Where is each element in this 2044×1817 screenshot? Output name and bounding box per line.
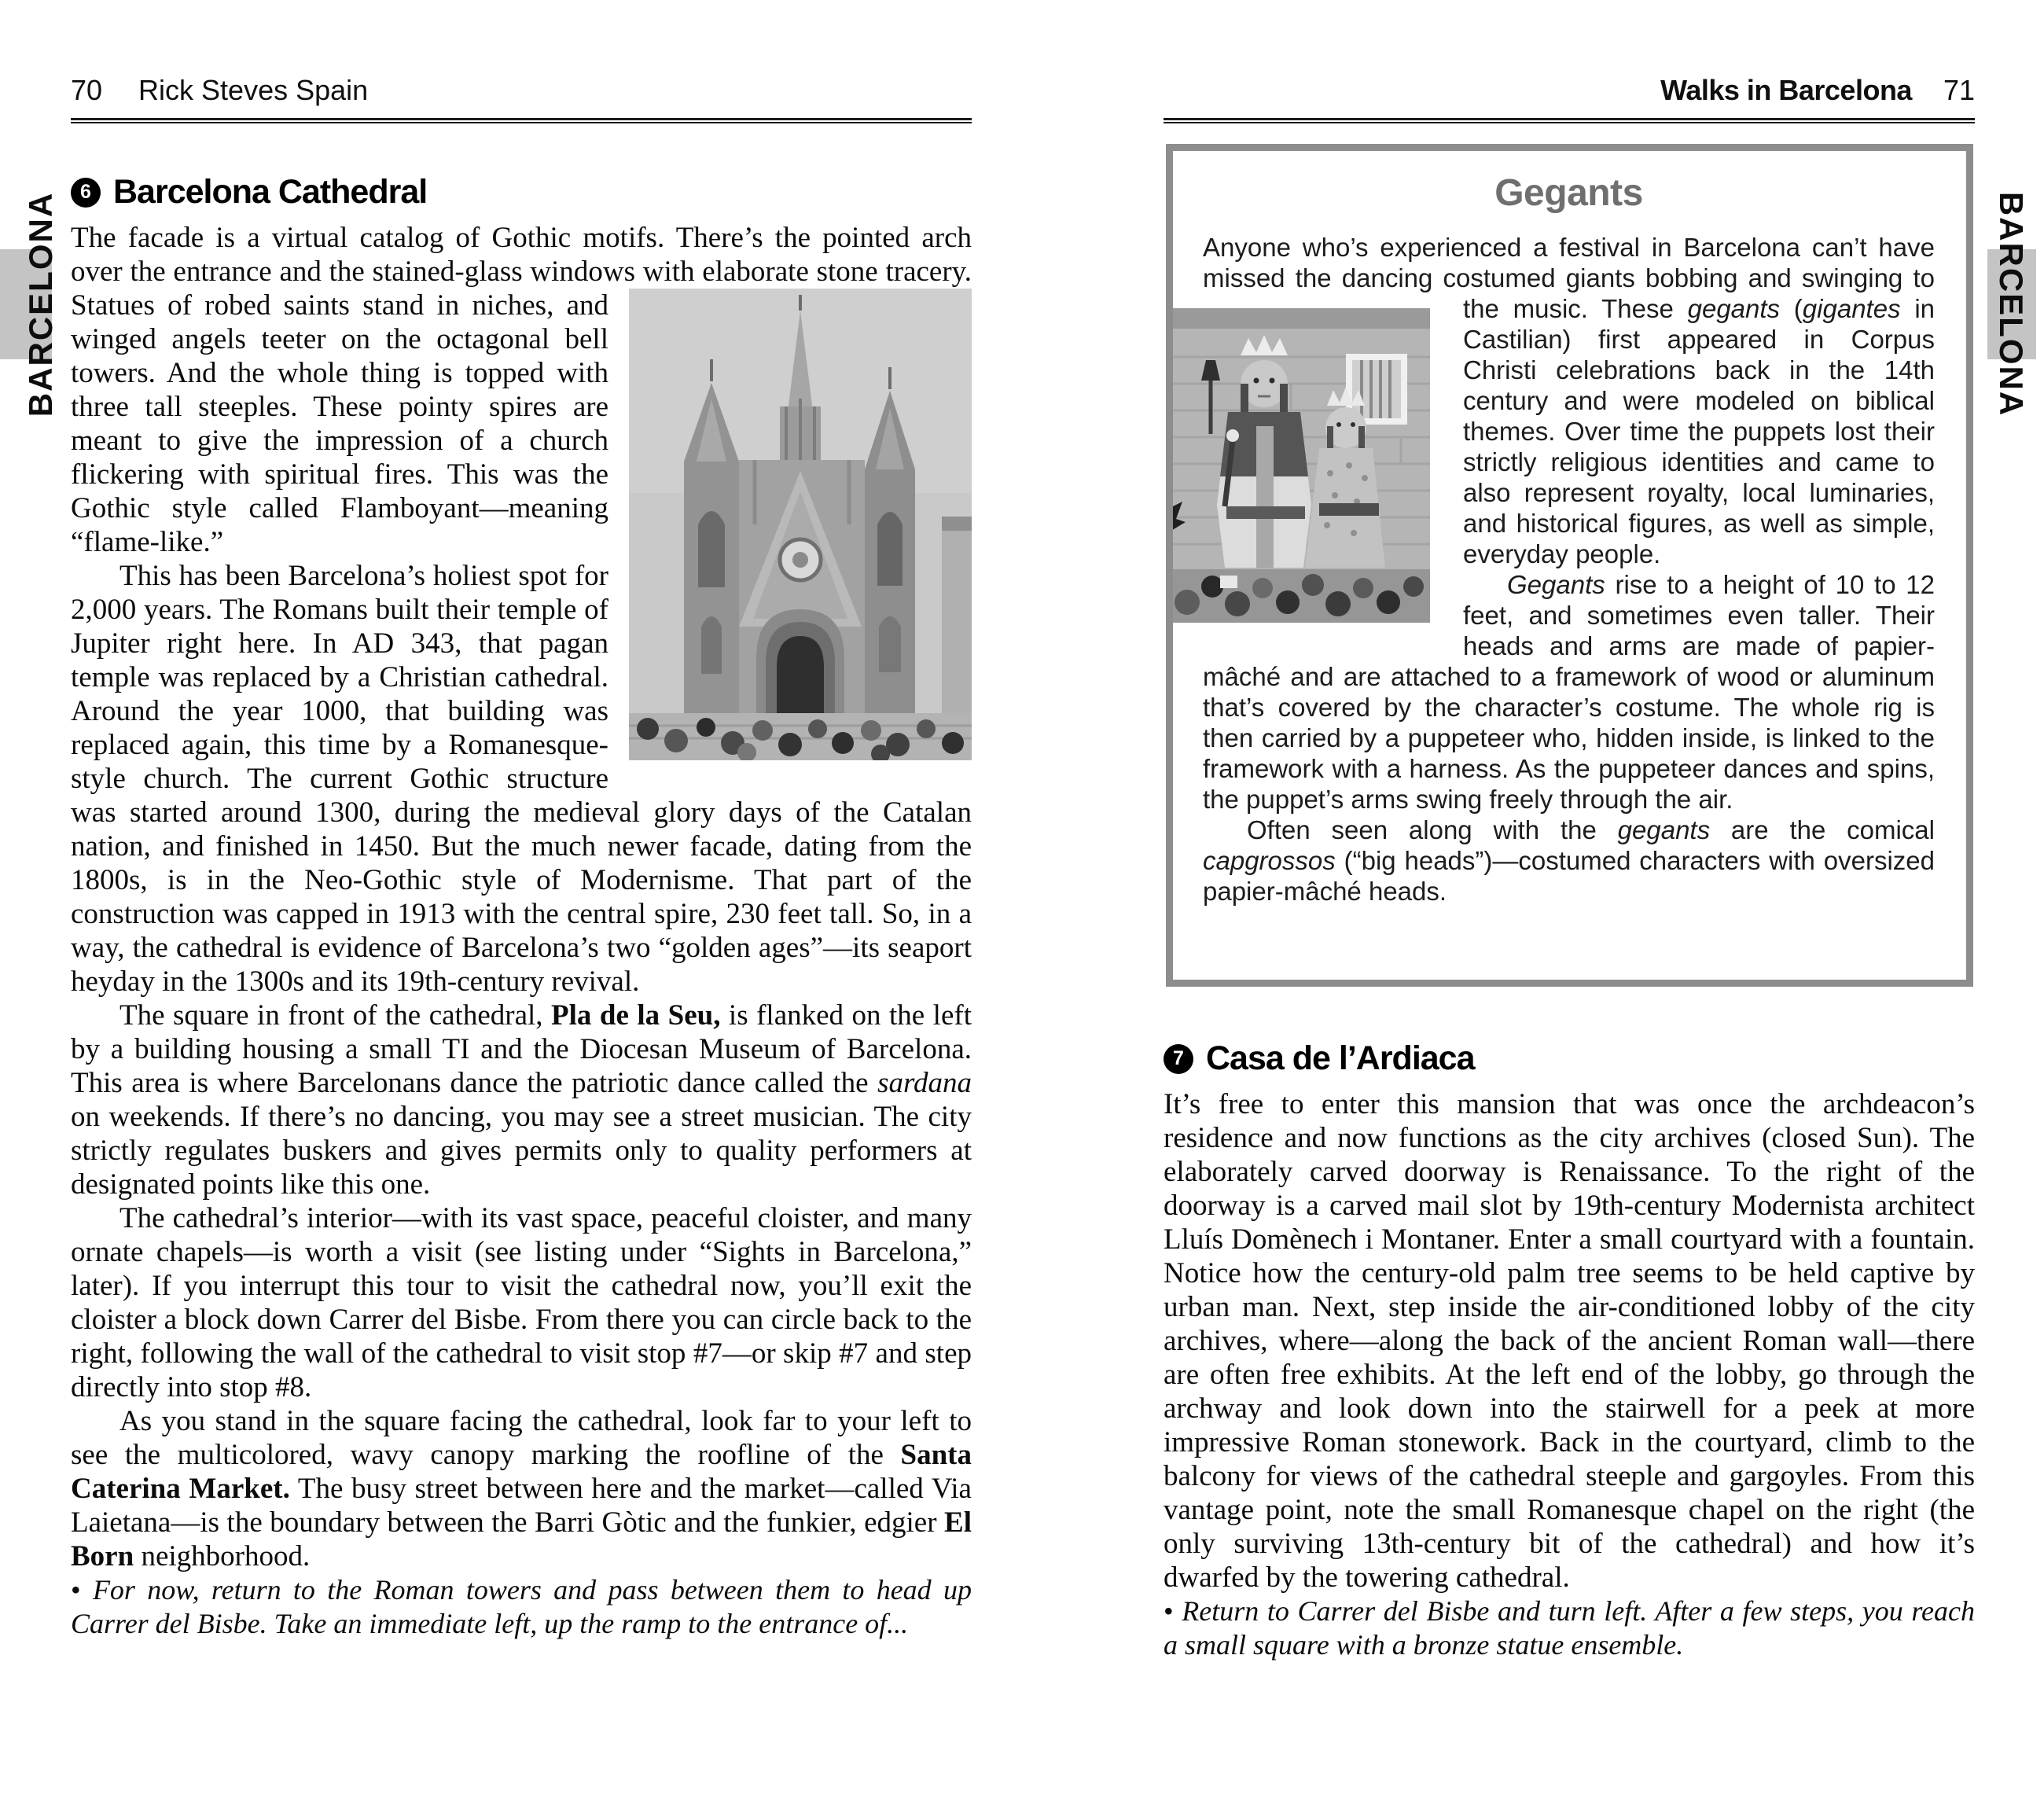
cathedral-photo-art — [629, 289, 972, 760]
right-page-number: 71 — [1943, 74, 1975, 106]
italic-text: gegants — [1617, 815, 1711, 844]
side-tab-left-label: BARCELONA — [22, 191, 59, 417]
body-paragraph: The facade is a virtual catalog of Gothic motifs. There’s the pointed arch over the entrance and the stained-glass windows with elaborate stone tracery. Statues of robed saints stand in niches, and winged angels teeter on the octagonal bell towers. And the whole thing is topped with three tall steeples. These pointy spires are meant to give the impression of a church flickering with spiritual fires. This was the Gothic style called Flamboyant—meaning “flame-like.” — [71, 222, 972, 558]
body-paragraph: Anyone who’s experienced a festival in Barcelona can’t have missed the dancing costumed giants bobbing and swinging to the music. These gegants (gigantes in Castilian) first appeared in Corpus Christi celebrations back in the 14th century and were modeled on biblical themes. Over time the puppets lost their strictly religious identities and came to also represent royalty, local luminaries, and historical figures, as well as simple, everyday people. — [1203, 233, 1935, 568]
body-paragraph: It’s free to enter this mansion that was once the archdeacon’s residence and now functions as the city archives (closed Sun). The elaborately carved doorway is Renaissance. To the right of the doorway is a carved mail slot by 19th-century Modernista architect Lluís Domènech i Montaner. Enter a small courtyard with a fountain. Notice how the century-old palm tree seems to be held captive by urban man. Next, step inside the air-conditioned lobby of the city archives, where—along the back of the ancient Roman wall—there are often free exhibits. At the left end of the lobby, go through the archway and look down into the stairwell for a peek at more impressive Roman stonework. Back in the courtyard, climb to the balcony for views of the cathedral steeple and gargoyles. From this vantage point, note the small Romanesque chapel on the right (the only surviving 13th-century bit of the cathedral) and how it’s dwarfed by the towering cathedral. — [1164, 1088, 1975, 1594]
gegants-photo-art — [1166, 308, 1430, 623]
left-header-rule — [71, 118, 972, 123]
left-page-number: 70 — [71, 74, 103, 106]
italic-text: sardana — [877, 1067, 972, 1099]
cathedral-photo — [629, 289, 972, 760]
body-paragraph: The cathedral’s interior—with its vast space, peaceful cloister, and many ornate chapels—is worth a visit (see listing under “Sights in Barcelona,” later). If you interrupt this tour to visit the cathedral now, you’ll exit the cloister a block down Carrer del Bisbe. From there you can circle back to the right, following the wall of the cathedral to visit stop #7—or skip #7 and step directly into stop #8. — [71, 1202, 972, 1403]
body-paragraph: Gegants rise to a height of 10 to 12 feet, and sometimes even taller. Their heads and arms are made of papier-mâché and are attached to a framework of wood or aluminum that’s covered by the character’s costume. The whole rig is then carried by a puppeteer who, hidden inside, is linked to the framework with a harness. As the puppeteer dances and spins, the puppet’s arms swing freely through the air. — [1203, 570, 1935, 814]
right-header-rule — [1164, 118, 1975, 123]
bold-text: El Born — [71, 1506, 972, 1572]
italic-text: gigantes — [1802, 294, 1901, 323]
body-paragraph: The square in front of the cathedral, Pla de la Seu, is flanked on the left by a building housing a small TI and the Diocesan Museum of Barcelona. This area is where Barcelonans dance the patriotic dance called the sardana on weekends. If there’s no dancing, you may see a street musician. The city strictly regulates buskers and gives permits only to quality performers at designated points like this one. — [71, 999, 972, 1201]
right-text-flow — [1164, 1087, 1975, 1662]
left-header-title: Rick Steves Spain — [138, 74, 369, 106]
body-paragraph: This has been Barcelona’s holiest spot for 2,000 years. The Romans built their temple of Jupiter right here. In AD 343, that pagan temple was replaced by a Christian cathedral. Around the year 1000, that building was replaced again, this time by a Romanesque-style church. The current Gothic structure was started around 1300, during the medieval glory days of the Catalan nation, and finished in 1450. But the much newer facade, dating from the 1800s, is in the Neo-Gothic style of Modernisme. That part of the construction was capped in 1913 with the central spire, 230 feet tall. So, in a way, the cathedral is evidence of Barcelona’s two “golden ages”—its seaport heyday in the 1300s and its 19th-century revival. — [71, 560, 972, 998]
body-paragraph: Often seen along with the gegants are the comical capgrossos (“big heads”)—costumed characters with oversized papier-mâché heads. — [1203, 815, 1935, 906]
section-heading-barcelona-cathedral — [71, 173, 972, 211]
direction-note-paragraph: • Return to Carrer del Bisbe and turn left. After a few steps, you reach a small square with a bronze statue ensemble. — [1164, 1595, 1975, 1661]
italic-text: For now, return to the Roman towers and pass between them to head up Carrer del Bisbe. Take an immediate left, up the ramp to the entrance of... — [71, 1574, 972, 1639]
left-text-flow — [71, 221, 972, 1641]
right-header-title: Walks in Barcelona — [1660, 74, 1912, 106]
side-tab-left — [0, 191, 59, 417]
side-tab-right-label: BARCELONA — [1993, 191, 2030, 417]
sidebar-title: Gegants — [1494, 172, 1643, 214]
section-title-left: Barcelona Cathedral — [113, 173, 428, 211]
stop-number-7-badge: 7 — [1164, 1044, 1193, 1074]
left-page-body — [71, 173, 972, 1641]
bold-text: Santa Caterina Market. — [71, 1439, 972, 1505]
body-paragraph: As you stand in the square facing the cathedral, look far to your left to see the multicolored, wavy canopy marking the roofline of the Santa Caterina Market. The busy street between here and the market—called Via Laietana—is the boundary between the Barri Gòtic and the funkier, edgier El Born neighborhood. — [71, 1405, 972, 1572]
sidebar-text-flow — [1203, 232, 1935, 907]
bold-text: Pla de la Seu, — [551, 999, 721, 1032]
direction-note-paragraph: • For now, return to the Roman towers and pass between them to head up Carrer del Bisbe. Take an immediate left, up the ramp to the entrance of... — [71, 1574, 972, 1639]
section-heading-casa-de-lardiaca — [1164, 1039, 1975, 1078]
right-page-body — [1164, 1039, 1975, 1662]
gegants-sidebar-box — [1166, 144, 1973, 987]
section-title-right: Casa de l’Ardiaca — [1206, 1039, 1475, 1077]
italic-text: Return to Carrer del Bisbe and turn left. After a few steps, you reach a small square with a bronze statue ensemble. — [1164, 1595, 1975, 1661]
stop-number-6-badge: 6 — [71, 178, 101, 208]
italic-text: gegants — [1687, 294, 1781, 323]
left-running-header — [71, 74, 972, 107]
right-running-header — [1164, 74, 1975, 107]
italic-text: Gegants — [1507, 570, 1605, 599]
side-tab-right — [1987, 191, 2036, 417]
italic-text: capgrossos — [1203, 846, 1336, 875]
gegants-photo — [1166, 308, 1430, 657]
